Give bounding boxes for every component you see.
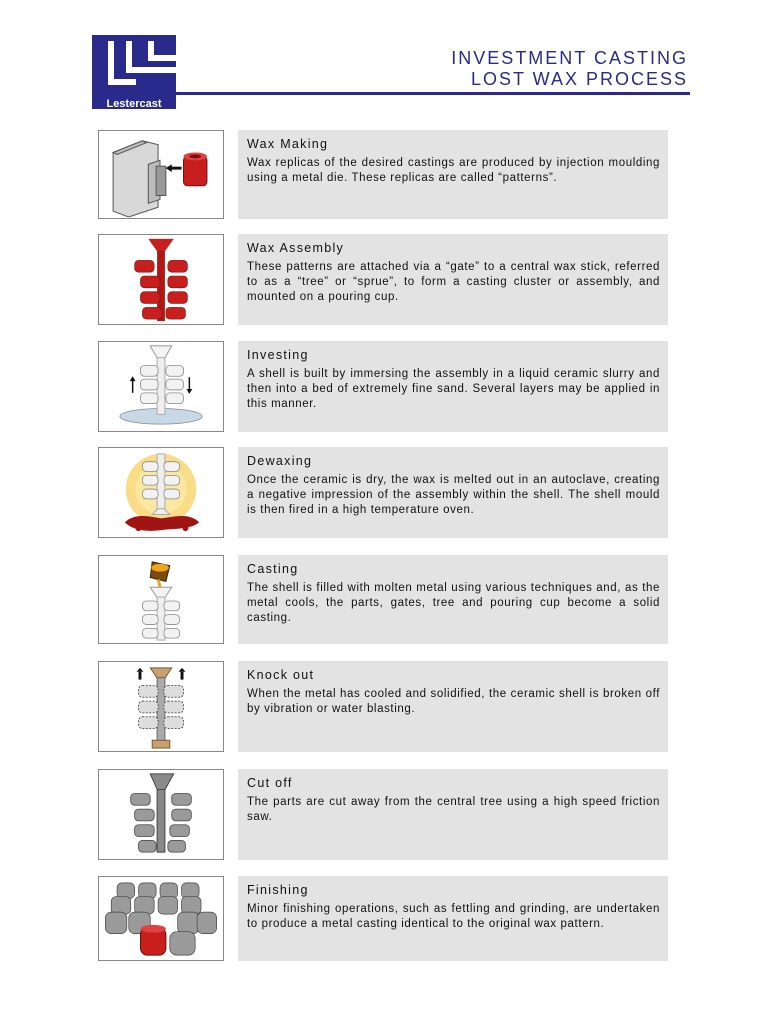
step-description: The shell is filled with molten metal using various techniques and, as the metal cools, the parts, gates, tree and pouring cup become a solid casting. [247, 582, 660, 624]
step-title: Wax Assembly [247, 241, 345, 255]
step-description: These patterns are attached via a “gate” to a central wax stick, referred to as a “tree” or “sprue”, to form a casting cluster or assembly, and mounted on a pouring cup. [247, 261, 660, 303]
header-rule [176, 92, 690, 95]
finishing-icon [98, 876, 224, 961]
step-title: Dewaxing [247, 454, 313, 468]
wax-tree-icon [98, 234, 224, 325]
step-title: Knock out [247, 668, 315, 682]
casting-icon [98, 555, 224, 644]
step-title: Casting [247, 562, 299, 576]
step-panel [238, 130, 668, 219]
step-panel [238, 555, 668, 644]
logo-text: Lestercast [106, 98, 162, 109]
wax-die-icon [98, 130, 224, 219]
step-title: Investing [247, 348, 309, 362]
step-description: The parts are cut away from the central tree using a high speed friction saw. [247, 796, 660, 823]
step-description: Minor finishing operations, such as fettling and grinding, are undertaken to produce a metal casting identical to the original wax pattern. [247, 903, 660, 930]
dewaxing-icon [98, 447, 224, 538]
step-panel [238, 447, 668, 538]
title-line-2: LOST WAX PROCESS [470, 69, 688, 89]
page-title [451, 48, 688, 90]
step-panel [238, 661, 668, 752]
investing-icon [98, 341, 224, 432]
step-description: A shell is built by immersing the assembly in a liquid ceramic slurry and then into a bed of extremely fine sand. Several layers may be applied in this manner. [247, 368, 660, 410]
knock-out-icon [98, 661, 224, 752]
cut-off-icon [98, 769, 224, 860]
step-title: Cut off [247, 776, 293, 790]
step-description: When the metal has cooled and solidified, the ceramic shell is broken off by vibration or water blasting. [247, 688, 660, 715]
step-panel [238, 769, 668, 860]
step-panel [238, 341, 668, 432]
lestercast-logo [92, 35, 176, 109]
step-description: Wax replicas of the desired castings are produced by injection moulding using a metal die. These replicas are called “patterns”. [247, 157, 660, 184]
step-description: Once the ceramic is dry, the wax is melted out in an autoclave, creating a negative impression of the assembly within the shell. The shell mould is then fired in a high temperature oven. [247, 474, 660, 516]
step-panel [238, 876, 668, 961]
step-title: Wax Making [247, 137, 329, 151]
step-title: Finishing [247, 883, 309, 897]
title-line-1: INVESTMENT CASTING [451, 48, 688, 68]
step-panel [238, 234, 668, 325]
